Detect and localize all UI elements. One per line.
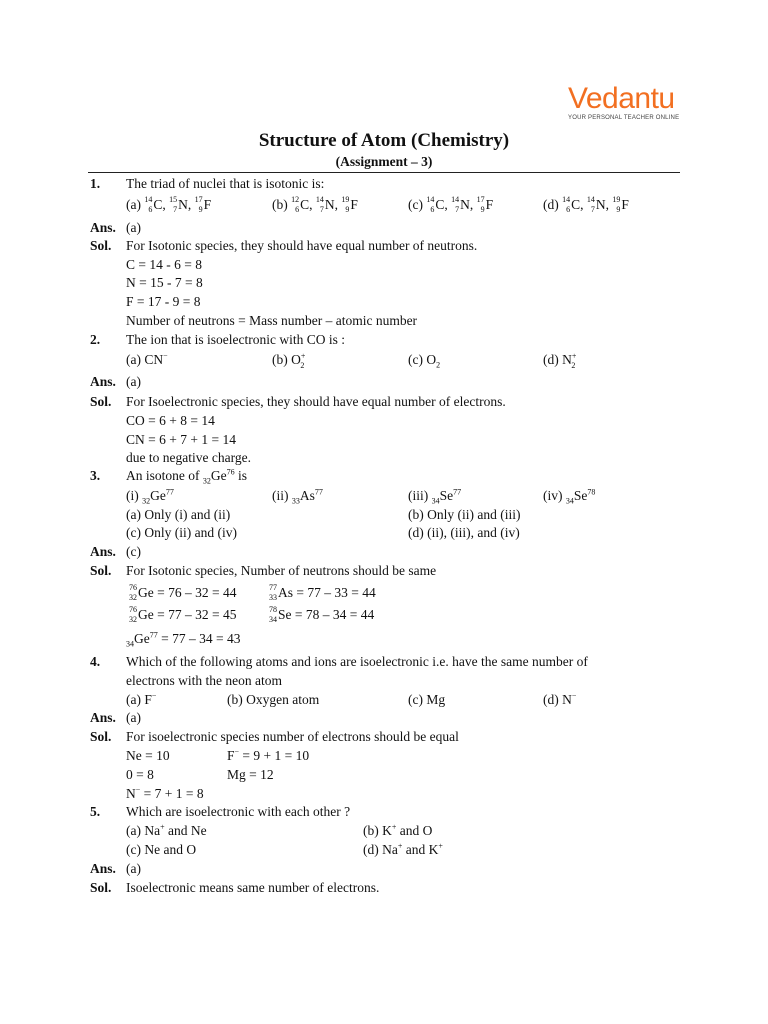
equation: = 77 – 32 = 45 <box>153 607 237 622</box>
element-symbol: Se <box>573 488 588 503</box>
answer-value: (c) <box>126 544 141 559</box>
choice-d: (d) (ii), (iii), and (iv) <box>408 525 520 540</box>
option-a: (a) Na+ and Ne <box>126 822 207 838</box>
solution-line: C = 14 - 6 = 8 <box>126 257 202 272</box>
element-symbol: As <box>299 488 315 503</box>
solution-line: Number of neutrons = Mass number – atomic number <box>126 313 418 328</box>
mass-number: 12 <box>291 194 300 204</box>
answer-label: Ans. <box>90 861 116 876</box>
option-i <box>126 487 174 505</box>
solution-line: $_{34}Ge^{77} = 77 - 34 = 43$ <box>126 630 241 649</box>
equation: = 78 – 34 = 44 <box>291 607 375 622</box>
atomic-number: 34 <box>431 496 440 506</box>
question-text: The ion that is isoelectronic with CO is : <box>126 332 345 347</box>
solution-line: Ne = 10 <box>126 748 170 763</box>
solution-label: Sol. <box>90 563 112 578</box>
question-text: An isotone of $_{32}Ge^{76}$ is <box>126 467 248 486</box>
solution-label: Sol. <box>90 880 112 895</box>
atomic-number: 34 <box>269 614 277 624</box>
question-number: 1. <box>90 176 101 191</box>
answer-value: (a) <box>126 374 141 389</box>
solution-calc <box>266 584 376 602</box>
answer-label: Ans. <box>90 220 116 235</box>
solution-line: N− = 7 + 1 = 8 <box>126 785 204 801</box>
solution-line: F− = 9 + 1 = 10 <box>227 747 310 763</box>
atomic-number: 7 <box>590 204 595 214</box>
choice-c: (c) Only (ii) and (iv) <box>126 525 237 540</box>
option-iv <box>543 487 595 505</box>
element-symbol: Se <box>439 488 454 503</box>
option-d: (d) Na+ and K+ <box>363 841 443 857</box>
equation: = 77 – 33 = 44 <box>293 585 376 600</box>
nucleus-notation <box>476 194 485 214</box>
atomic-number: 32 <box>129 592 137 602</box>
mass-number: 77 <box>453 487 462 497</box>
mass-number: 19 <box>612 194 621 204</box>
nucleus-notation <box>169 194 178 214</box>
nucleus-notation <box>341 194 350 214</box>
nucleus-notation <box>451 194 460 214</box>
solution-line: For Isoelectronic species, they should have equal number of electrons. <box>126 394 506 409</box>
solution-calc <box>126 606 236 624</box>
mass-number: 17 <box>476 194 485 204</box>
atomic-number: 33 <box>269 592 277 602</box>
solution-calc <box>266 606 374 624</box>
mass-number: 76 <box>129 582 137 592</box>
element-symbol: N <box>595 197 606 212</box>
mass-number: 77 <box>269 582 277 592</box>
option-b: (b) $O^+_2$ <box>272 351 306 370</box>
atomic-number: 9 <box>480 204 485 214</box>
option-a: (a) 14 6 C, 15 7 N, 17 9 F <box>126 194 212 214</box>
option-d: (d) 14 6 C, 14 7 N, 19 9 F <box>543 194 629 214</box>
answer-value: (a) <box>126 861 141 876</box>
nucleus-notation <box>126 604 137 624</box>
page-title: Structure of Atom (Chemistry) <box>258 130 510 151</box>
mass-number: 19 <box>341 194 350 204</box>
answer-label: Ans. <box>90 374 116 389</box>
mass-number: 77 <box>314 487 323 497</box>
atomic-number: 9 <box>616 204 621 214</box>
answer-value: (a) <box>126 710 141 725</box>
question-number: 4. <box>90 654 101 669</box>
mass-number: 76 <box>129 604 137 614</box>
option-prefix: (b) <box>272 197 288 212</box>
solution-label: Sol. <box>90 238 112 253</box>
answer-label: Ans. <box>90 544 116 559</box>
solution-line: Isoelectronic means same number of electrons. <box>126 880 380 895</box>
equation: = 76 – 32 = 44 <box>153 585 237 600</box>
atomic-number: 33 <box>291 496 300 506</box>
solution-line: For Isotonic species, they should have equal number of neutrons. <box>126 238 478 253</box>
solution-label: Sol. <box>90 729 112 744</box>
element-symbol: C <box>300 197 310 212</box>
question-text: Which of the following atoms and ions are isoelectronic i.e. have the same number of <box>126 654 588 669</box>
atomic-number: 7 <box>455 204 460 214</box>
mass-number: 15 <box>169 194 178 204</box>
nucleus-notation <box>586 194 595 214</box>
solution-label: Sol. <box>90 394 112 409</box>
solution-line: Mg = 12 <box>227 767 274 782</box>
question-text: Which are isoelectronic with each other ? <box>126 804 351 819</box>
nucleus-notation <box>562 194 571 214</box>
option-prefix: (a) <box>126 197 141 212</box>
element-symbol: C <box>153 197 163 212</box>
element-symbol: F <box>485 197 494 212</box>
vedantu-logo <box>568 84 679 121</box>
logo-tagline: YOUR PERSONAL TEACHER ONLINE <box>568 115 680 121</box>
option-ii <box>272 487 323 505</box>
nucleus-notation <box>144 194 153 214</box>
option-prefix: (iv) <box>543 488 566 503</box>
option-a: (a) F− <box>126 691 157 707</box>
solution-line: For isoelectronic species number of electrons should be equal <box>126 729 459 744</box>
atomic-number: 6 <box>295 204 300 214</box>
option-b: (b) K+ and O <box>363 822 433 838</box>
solution-line: 0 = 8 <box>126 767 154 782</box>
nucleus-notation <box>194 194 203 214</box>
option-c: (c) Ne and O <box>126 842 197 857</box>
element-symbol: N <box>178 197 188 212</box>
nucleus-notation <box>266 582 277 602</box>
element-symbol: Ge <box>150 488 166 503</box>
atomic-number: 7 <box>319 204 324 214</box>
solution-line: For Isotonic species, Number of neutrons should be same <box>126 563 437 578</box>
atomic-number: 32 <box>129 614 137 624</box>
element-symbol: F <box>203 197 212 212</box>
element-symbol: N <box>324 197 335 212</box>
option-a: (a) CN− <box>126 351 168 367</box>
atomic-number: 34 <box>565 496 574 506</box>
element-symbol: As <box>278 585 294 600</box>
nucleus-notation <box>126 582 137 602</box>
mass-number: 78 <box>587 487 596 497</box>
answer-label: Ans. <box>90 710 116 725</box>
element-symbol: N <box>460 197 470 212</box>
question-number: 5. <box>90 804 101 819</box>
choice-a: (a) Only (i) and (ii) <box>126 507 231 522</box>
element-symbol: C <box>435 197 445 212</box>
option-iii <box>408 487 461 505</box>
nucleus-notation <box>426 194 435 214</box>
solution-line: F = 17 - 9 = 8 <box>126 294 201 309</box>
element-symbol: Ge <box>138 585 154 600</box>
option-prefix: (iii) <box>408 488 432 503</box>
option-c: (c) 14 6 C, 14 7 N, 17 9 F <box>408 194 494 214</box>
atomic-number: 9 <box>345 204 350 214</box>
atomic-number: 32 <box>142 496 151 506</box>
option-prefix: (d) <box>543 197 559 212</box>
question-text: The triad of nuclei that is isotonic is: <box>126 176 325 191</box>
logo-wordmark: Vedantu <box>568 82 675 115</box>
question-number: 2. <box>90 332 101 347</box>
question-text: electrons with the neon atom <box>126 673 282 688</box>
mass-number: 77 <box>165 487 174 497</box>
option-prefix: (i) <box>126 488 143 503</box>
atomic-number: 6 <box>430 204 435 214</box>
element-symbol: Se <box>278 607 292 622</box>
solution-line: CN = 6 + 7 + 1 = 14 <box>126 432 236 447</box>
solution-line: CO = 6 + 8 = 14 <box>126 413 215 428</box>
nucleus-notation <box>612 194 621 214</box>
option-prefix: (c) <box>408 197 423 212</box>
atomic-number: 6 <box>148 204 153 214</box>
choice-b: (b) Only (ii) and (iii) <box>408 507 521 522</box>
solution-calc <box>126 584 236 602</box>
atomic-number: 7 <box>173 204 178 214</box>
option-prefix: (ii) <box>272 488 292 503</box>
answer-value: (a) <box>126 220 141 235</box>
mass-number: 14 <box>562 194 571 204</box>
element-symbol: F <box>350 197 358 212</box>
option-c: (c) $O_2$ <box>408 352 441 370</box>
option-b: (b) Oxygen atom <box>227 692 320 707</box>
nucleus-notation <box>315 194 324 214</box>
option-d: (d) $N^+_2$ <box>543 351 577 370</box>
atomic-number: 9 <box>198 204 203 214</box>
solution-line: due to negative charge. <box>126 450 251 465</box>
mass-number: 14 <box>586 194 595 204</box>
element-symbol: F <box>621 197 629 212</box>
solution-line: N = 15 - 7 = 8 <box>126 275 203 290</box>
header-divider <box>88 172 680 173</box>
element-symbol: C <box>571 197 581 212</box>
question-number: 3. <box>90 468 101 483</box>
mass-number: 78 <box>269 604 277 614</box>
atomic-number: 6 <box>566 204 571 214</box>
element-symbol: Ge <box>138 607 154 622</box>
mass-number: 14 <box>144 194 153 204</box>
mass-number: 14 <box>315 194 324 204</box>
option-c: (c) Mg <box>408 692 446 707</box>
nucleus-notation <box>291 194 300 214</box>
mass-number: 17 <box>194 194 203 204</box>
mass-number: 14 <box>426 194 435 204</box>
mass-number: 14 <box>451 194 460 204</box>
nucleus-notation <box>266 604 277 624</box>
option-b: (b) 12 6 C, 14 7 N, 19 9 F <box>272 194 358 214</box>
page-subtitle: (Assignment – 3) <box>335 154 433 169</box>
option-d: (d) N− <box>543 691 577 707</box>
